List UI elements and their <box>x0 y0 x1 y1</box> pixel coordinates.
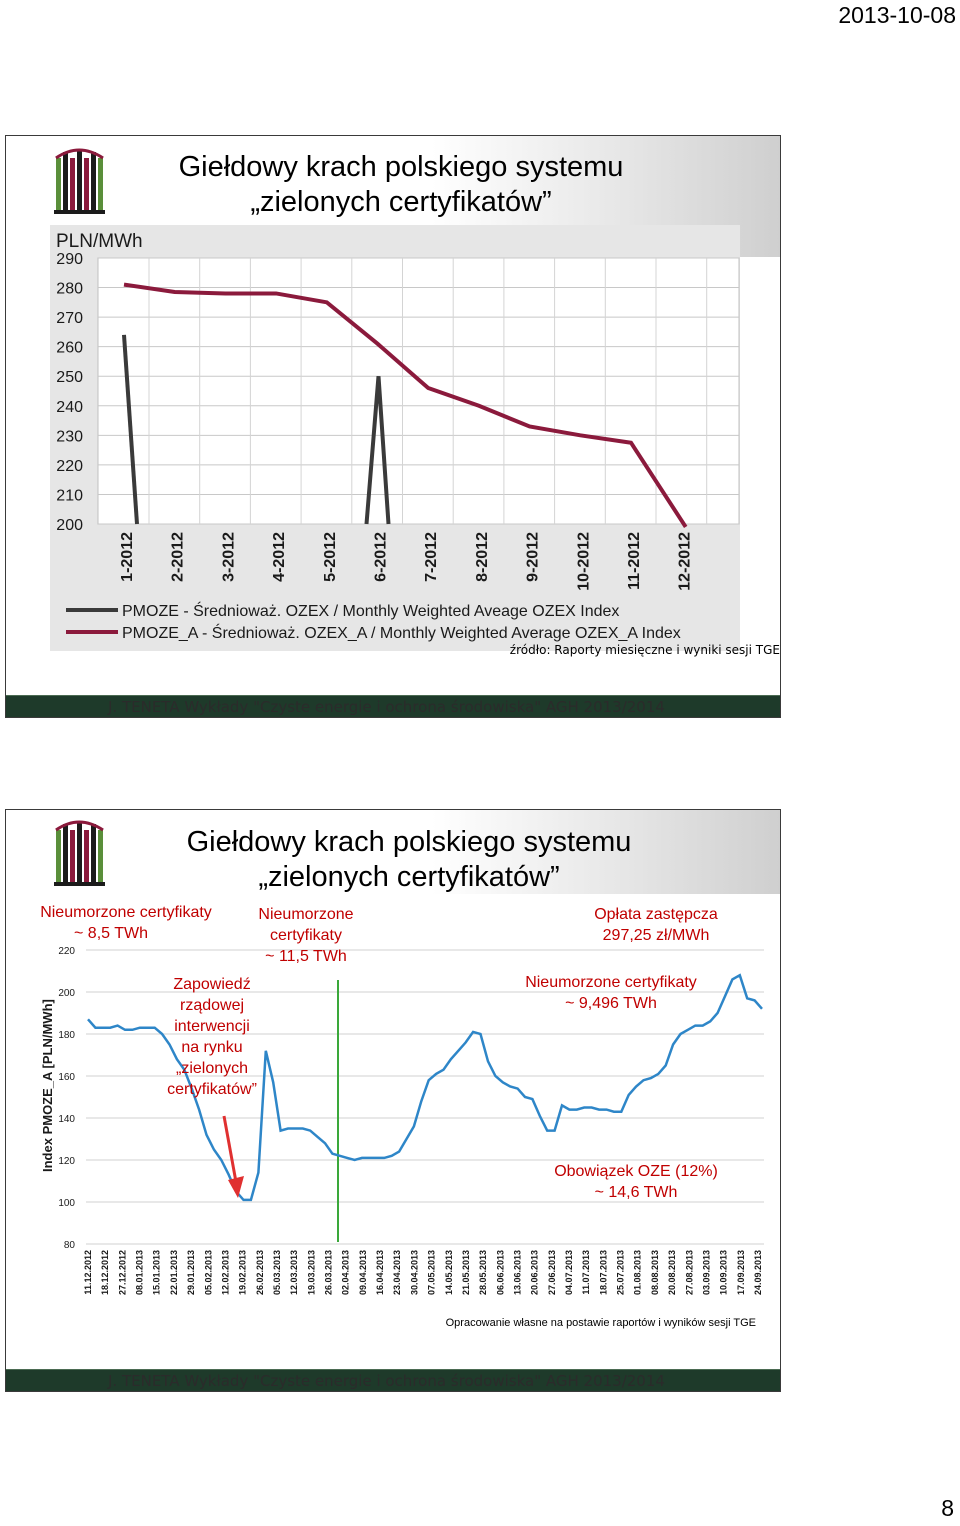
y-tick-label: 180 <box>58 1030 75 1041</box>
x-tick-label: 05.02.2013 <box>203 1250 214 1296</box>
x-tick-label: 23.04.2013 <box>392 1250 403 1296</box>
x-tick-label: 1-2012 <box>119 532 136 582</box>
y-tick-label: 200 <box>56 517 83 534</box>
x-tick-label: 22.01.2013 <box>168 1250 179 1296</box>
annotation-line: „zielonych <box>175 1060 249 1077</box>
title-line-1: Giełdowy krach polskiego systemu <box>178 151 624 183</box>
title-line-2: „zielonych certyfikatów” <box>250 186 552 218</box>
x-tick-label: 12.03.2013 <box>289 1250 300 1296</box>
y-tick-label: 220 <box>56 457 83 475</box>
x-tick-label: 01.08.2013 <box>632 1250 643 1296</box>
x-tick-label: 18.12.2012 <box>100 1250 111 1296</box>
x-tick-label: 08.08.2013 <box>649 1250 660 1296</box>
y-tick-label: 100 <box>58 1198 75 1209</box>
x-tick-label: 11.12.2012 <box>83 1250 93 1295</box>
x-tick-label: 06.06.2013 <box>495 1250 506 1296</box>
y-tick-label: 140 <box>58 1114 75 1125</box>
x-tick-label: 08.01.2013 <box>134 1250 145 1296</box>
y-tick-label: 260 <box>56 339 83 357</box>
x-tick-label: 11.07.2013 <box>581 1250 592 1295</box>
annotation-line: Obowiązek OZE (12%) <box>554 1163 718 1180</box>
x-tick-label: 27.12.2012 <box>117 1250 128 1296</box>
page-number: 8 <box>941 1495 954 1521</box>
slide-2 <box>5 809 781 1392</box>
y-tick-label: 230 <box>56 428 83 446</box>
annotation-line: Nieumorzone <box>258 906 354 923</box>
x-tick-label: 27.08.2013 <box>684 1250 695 1296</box>
title-line-1: Giełdowy krach polskiego systemu <box>186 826 632 858</box>
y-tick-label: 290 <box>56 251 83 268</box>
annotation-oze-obligation <box>536 1161 736 1203</box>
x-tick-label: 29.01.2013 <box>186 1250 197 1296</box>
x-tick-label: 3-2012 <box>220 532 238 582</box>
y-tick-label: 160 <box>58 1072 75 1083</box>
annotation-line: Opłata zastępcza <box>594 906 718 923</box>
x-tick-label: 05.03.2013 <box>271 1250 282 1296</box>
y-axis-label: Index PMOZE_A [PLN/MWh] <box>40 999 55 1172</box>
annotation-line: ~ 9,496 TWh <box>565 995 657 1012</box>
x-tick-label: 11-2012 <box>626 532 643 590</box>
page-date: 2013-10-08 <box>838 2 956 28</box>
plot-area <box>98 258 739 524</box>
annotation-line: ~ 11,5 TWh <box>265 948 347 965</box>
x-tick-label: 6-2012 <box>372 532 390 582</box>
x-tick-label: 26.03.2013 <box>323 1250 334 1296</box>
x-tick-label: 13.06.2013 <box>512 1250 523 1296</box>
x-tick-label: 4-2012 <box>271 532 289 582</box>
annotation-line: interwencji <box>174 1018 250 1035</box>
x-tick-label: 20.06.2013 <box>529 1250 540 1296</box>
x-tick-label: 30.04.2013 <box>409 1250 420 1296</box>
footer-text: J. TENETA Wykłady "Czyste energie i ochrona środowiska" AGH 2013/2014 <box>108 698 665 716</box>
y-tick-label: 210 <box>56 487 83 505</box>
annotation-line: ~ 8,5 TWh <box>74 925 148 942</box>
x-tick-label: 8-2012 <box>473 532 491 582</box>
x-tick-label: 07.05.2013 <box>426 1250 437 1296</box>
annotation-line: rządowej <box>179 997 245 1014</box>
x-tick-label: 7-2012 <box>423 532 441 582</box>
x-tick-label: 10.09.2013 <box>718 1250 729 1296</box>
annotation-unredeemed-8-5 <box>24 902 228 944</box>
x-tick-label: 28.05.2013 <box>478 1250 489 1296</box>
title-line-2: „zielonych certyfikatów” <box>258 861 560 893</box>
annotation-line: Nieumorzone certyfikaty <box>525 974 697 991</box>
annotation-government-intervention <box>154 974 270 1100</box>
x-tick-label: 03.09.2013 <box>701 1250 712 1296</box>
x-tick-label: 09.04.2013 <box>357 1250 368 1296</box>
annotation-line: Zapowiedź <box>173 976 251 993</box>
annotation-unredeemed-11-5 <box>246 904 366 967</box>
x-tick-label: 17.09.2013 <box>735 1250 746 1296</box>
x-tick-label: 27.06.2013 <box>546 1250 557 1296</box>
x-tick-label: 12-2012 <box>676 532 694 591</box>
x-tick-label: 15.01.2013 <box>151 1250 162 1296</box>
footer-text: J. TENETA Wykłady "Czyste energie i ochrona środowiska" AGH 2013/2014 <box>108 1372 665 1390</box>
chart-ozex-2012 <box>6 136 780 696</box>
x-tick-label: 19.02.2013 <box>237 1250 248 1296</box>
x-tick-label: 02.04.2013 <box>340 1250 351 1296</box>
x-tick-label: 14.05.2013 <box>443 1250 454 1296</box>
y-tick-label: 120 <box>58 1156 75 1167</box>
annotation-line: certyfikatów” <box>167 1081 257 1098</box>
x-tick-label: 21.05.2013 <box>460 1250 471 1296</box>
y-tick-label: 270 <box>56 310 83 328</box>
x-tick-label: 2-2012 <box>169 532 187 582</box>
y-tick-label: 280 <box>56 280 83 298</box>
x-tick-label: 20.08.2013 <box>667 1250 678 1296</box>
source-note: Opracowanie własne na postawie raportów i wyników sesji TGE <box>445 1317 756 1329</box>
y-tick-label: 250 <box>56 369 83 387</box>
x-tick-label: 5-2012 <box>321 532 339 582</box>
y-tick-label: 80 <box>63 1240 75 1251</box>
x-tick-label: 04.07.2013 <box>564 1250 575 1296</box>
annotation-line: Nieumorzone certyfikaty <box>40 904 212 921</box>
x-tick-label: 24.09.2013 <box>753 1250 763 1296</box>
x-tick-label: 25.07.2013 <box>615 1250 626 1296</box>
y-tick-label: 240 <box>56 398 83 416</box>
annotation-line: na rynku <box>181 1039 243 1056</box>
chart-pmoze-a-2013 <box>6 810 780 1370</box>
x-tick-label: 26.02.2013 <box>254 1250 265 1296</box>
x-tick-label: 16.04.2013 <box>375 1250 386 1296</box>
x-tick-label: 19.03.2013 <box>306 1250 317 1296</box>
annotation-line: ~ 14,6 TWh <box>594 1184 678 1201</box>
source-note: źródło: Raporty miesięczne i wyniki sesji TGE <box>509 643 780 657</box>
annotation-line: 297,25 zł/MWh <box>602 927 710 944</box>
arrow-icon <box>224 1116 236 1182</box>
y-tick-label: 220 <box>58 946 75 957</box>
x-tick-label: 18.07.2013 <box>598 1250 609 1296</box>
x-tick-label: 9-2012 <box>524 532 542 582</box>
y-axis-label: PLN/MWh <box>56 231 143 252</box>
legend-label-ozex-a: PMOZE_A - Średnioważ. OZEX_A / Monthly Weighted Average OZEX_A Index <box>122 625 681 642</box>
annotation-unredeemed-9-496 <box>506 972 716 1014</box>
slide-1 <box>5 135 781 718</box>
legend-label-ozex: PMOZE - Średnioważ. OZEX / Monthly Weighted Aveage OZEX Index <box>122 603 620 620</box>
x-tick-label: 10-2012 <box>575 532 593 591</box>
x-tick-label: 12.02.2013 <box>220 1250 231 1296</box>
annotation-line: certyfikaty <box>269 927 342 944</box>
annotation-substitute-fee <box>566 904 746 946</box>
y-tick-label: 200 <box>58 988 75 999</box>
